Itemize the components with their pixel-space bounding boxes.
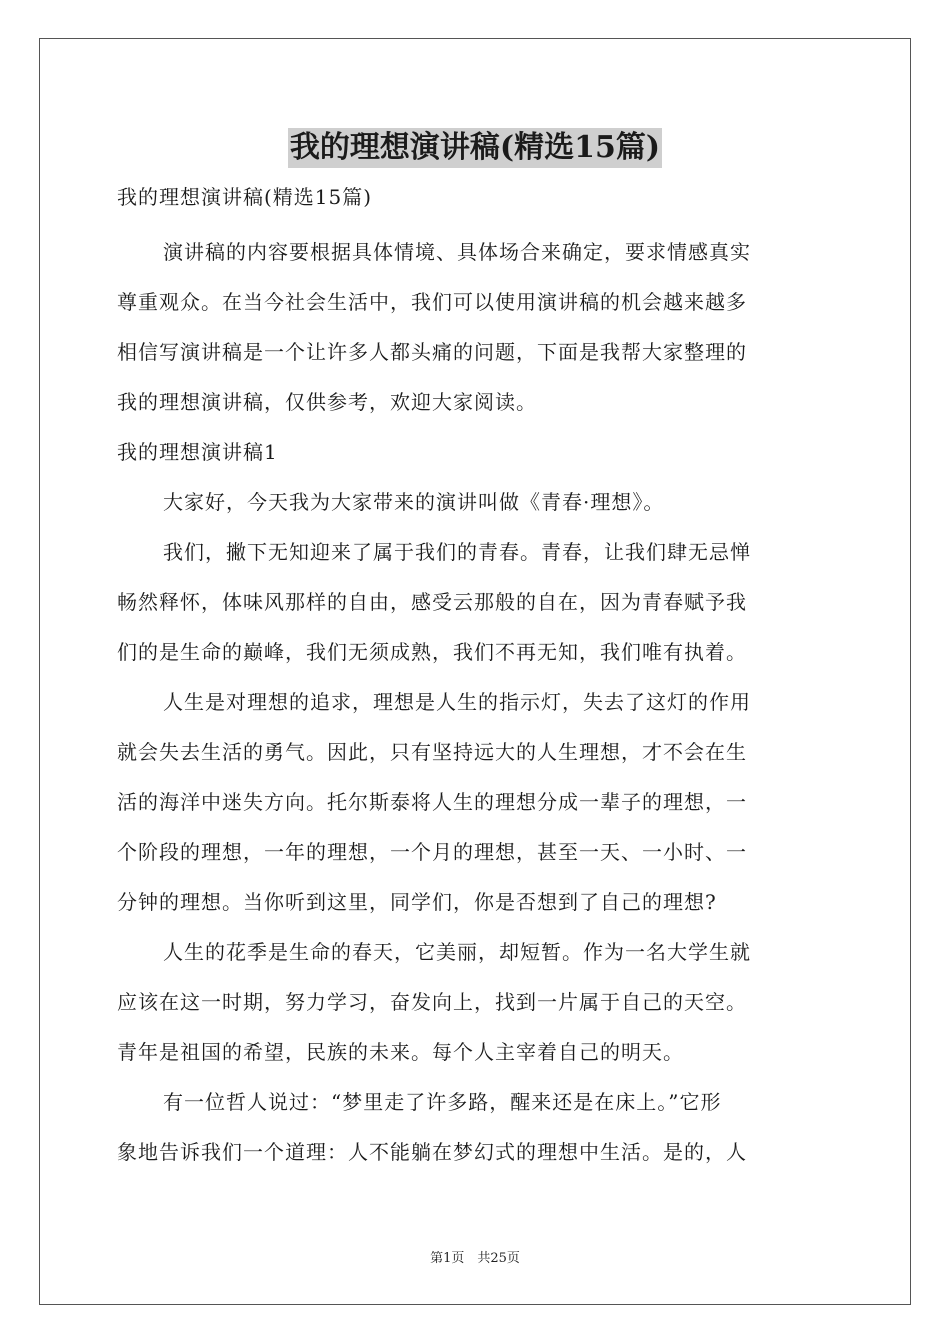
body-line: 畅然释怀，体味风那样的自由，感受云那般的自在，因为青春赋予我 (117, 590, 747, 614)
intro-paragraph (117, 227, 833, 427)
document-subtitle: 我的理想演讲稿(精选15篇) (117, 185, 373, 209)
section-heading: 我的理想演讲稿1 (117, 440, 278, 464)
intro-line: 演讲稿的内容要根据具体情境、具体场合来确定，要求情感真实 (163, 240, 751, 264)
body-line: 分钟的理想。当你听到这里，同学们，你是否想到了自己的理想? (117, 890, 717, 914)
body-line: 有一位哲人说过：“梦里走了许多路，醒来还是在床上。”它形 (163, 1090, 722, 1114)
document-body (117, 128, 833, 1177)
body-line: 人生的花季是生命的春天，它美丽，却短暂。作为一名大学生就 (163, 940, 751, 964)
body-line: 我们，撇下无知迎来了属于我们的青春。青春，让我们肆无忌惮 (163, 540, 751, 564)
document-title: 我的理想演讲稿(精选15篇) (288, 128, 662, 168)
page-number: 第1页 共25页 (430, 1251, 520, 1266)
intro-line: 尊重观众。在当今社会生活中，我们可以使用演讲稿的机会越来越多 (117, 290, 747, 314)
body-line: 象地告诉我们一个道理：人不能躺在梦幻式的理想中生活。是的，人 (117, 1140, 747, 1164)
title-wrap (117, 128, 833, 172)
body-line: 们的是生命的巅峰，我们无须成熟，我们不再无知，我们唯有执着。 (117, 640, 747, 664)
body-line: 应该在这一时期，努力学习，奋发向上，找到一片属于自己的天空。 (117, 990, 747, 1014)
body-line: 就会失去生活的勇气。因此，只有坚持远大的人生理想，才不会在生 (117, 740, 747, 764)
body-line: 活的海洋中迷失方向。托尔斯泰将人生的理想分成一辈子的理想，一 (117, 790, 747, 814)
body-line: 大家好，今天我为大家带来的演讲叫做《青春·理想》。 (163, 490, 665, 514)
section-body (117, 477, 833, 1177)
body-line: 人生是对理想的追求，理想是人生的指示灯，失去了这灯的作用 (163, 690, 751, 714)
intro-line: 相信写演讲稿是一个让许多人都头痛的问题，下面是我帮大家整理的 (117, 340, 747, 364)
intro-line: 我的理想演讲稿，仅供参考，欢迎大家阅读。 (117, 390, 537, 414)
body-line: 个阶段的理想，一年的理想，一个月的理想，甚至一天、一小时、一 (117, 840, 747, 864)
body-line: 青年是祖国的希望，民族的未来。每个人主宰着自己的明天。 (117, 1040, 684, 1064)
